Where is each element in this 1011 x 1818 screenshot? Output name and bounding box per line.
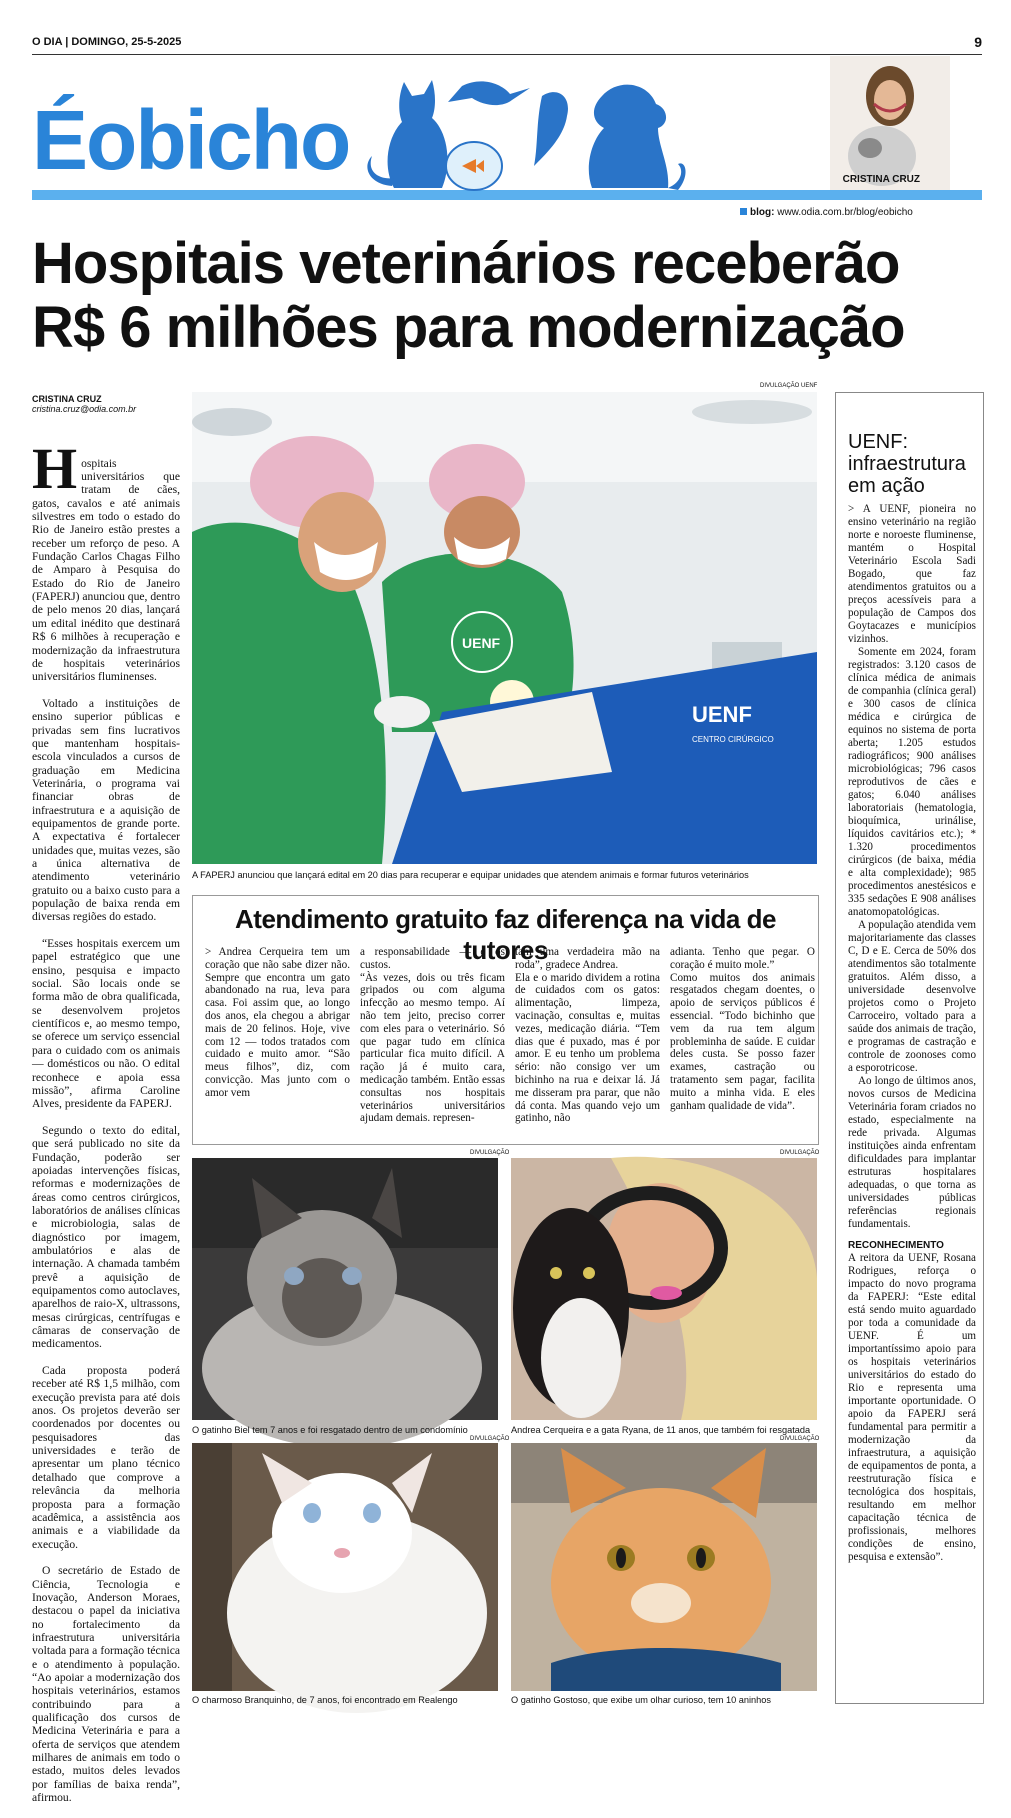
photo-caption: Andrea Cerqueira e a gata Ryana, de 11 anos, que também foi resgatada: [511, 1425, 811, 1435]
main-photo: [192, 392, 817, 864]
cat-silhouette-icon: [367, 80, 447, 188]
photo-caption: O charmoso Branquinho, de 7 anos, foi encontrado em Realengo: [192, 1695, 458, 1705]
photo-credit: DIVULGAÇÃO: [780, 1150, 820, 1156]
byline-name: CRISTINA CRUZ: [32, 394, 102, 404]
orange-cat-photo: [511, 1443, 817, 1691]
byline: [32, 394, 192, 414]
cat-photo: [192, 1158, 498, 1420]
section-banner: [32, 56, 982, 206]
article-paragraph: Cada proposta poderá receber até R$ 1,5 milhão, com execução prevista para até dois anos. Os projetos deverão ser coordenados por docentes ou pesquisadores das universidades e terão de apresentar um plano técnico detalhado que comprove a relevância da melhoria proposta para a formação acadêmica, a assistência aos animais e a viabilidade da execução.: [32, 1364, 180, 1551]
uenf-logo-text: UENF: [462, 635, 501, 651]
bird-icon: [448, 81, 530, 105]
sidebar-paragraph: A reitora da UENF, Rosana Rodrigues, reforça o impacto do novo programa da FAPERJ: “Este edital está sendo muito aguardado por toda a comunidade da UENF. É um importantíssimo apoio para os hospitais veterinários universitários do estado do Rio e representa uma importante oportunidade. O apoio da FAPERJ será fundamental para permitir a modernização da infraestrutura, a aquisição de equipamentos de ponta, a reestruturação física e tecnológica dos hospitais, resultando em melhor capacitação técnica de profissionais, melhores condições de ensino, pesquisa e extensão”.: [848, 1252, 976, 1563]
box-column: > Andrea Cerqueira tem um coração que não sabe dizer não. Sempre que encontra um gato abandonado na rua, leva para casa. Foi assim que, ao longo dos anos, ela chegou a abrigar mais de 20 felinos. Hoje, vive com 12 — todos tratados com cuidado e muito amor. “São meus filhos”, diz, com convicção. Mas junto com o amor vem: [205, 946, 350, 1099]
photo-cat-gostoso: [511, 1443, 817, 1691]
tutor-box: [192, 895, 819, 1145]
paper-date: O DIA | DOMINGO, 25-5-2025: [32, 36, 182, 48]
dog-silhouette-icon: [589, 85, 686, 190]
sidebar-uenf: [835, 392, 984, 1704]
photo-cat-biel: [192, 1158, 498, 1420]
page-number: 9: [974, 34, 982, 50]
parrot-icon: [534, 92, 568, 166]
headline: Hospitais veterinários receberão R$ 6 milhões para modernização: [32, 231, 905, 360]
square-bullet-icon: [740, 208, 747, 215]
box-title: Atendimento gratuito faz diferença na vida de tutores: [235, 904, 776, 965]
sidebar-paragraph: A população atendida vem majoritariamente das classes C, D e E. Cerca de 50% dos atendimentos são totalmente gratuitos. Além disso, a universidade desenvolve projetos como o Projeto Carroceiro, voltado para a saúde dos animais de tração, e programas de castração e controle de zoonoses como a esporotricose.: [848, 919, 976, 1074]
article-paragraph: ospitais universitários que tratam de cães, gatos, cavalos e até animais silvestres em todo o estado do Rio de Janeiro estão prestes a receber um reforço de peso. A Fundação Carlos Chagas Filho de Amparo à Pesquisa do Estado do Rio de Janeiro (FAPERJ) anunciou que, dentro de pelo menos 20 dias, lançará um edital inédito que destinará R$ 6 milhões à recuperação e modernização da infraestrutura de hospitais veterinários universitários fluminenses.: [32, 456, 180, 684]
photo-caption: O gatinho Biel tem 7 anos e foi resgatado dentro de um condomínio: [192, 1425, 468, 1435]
dropcap: H: [32, 436, 78, 502]
sidebar-title: UENF: infraestrutura em ação: [848, 431, 966, 497]
photo-credit: DIVULGAÇÃO: [470, 1436, 510, 1442]
drape-sub-text: CENTRO CIRÚRGICO: [692, 735, 774, 744]
main-photo-caption: A FAPERJ anunciou que lançará edital em 20 dias para recuperar e equipar unidades que atendem animais e formar futuros veterinários: [192, 870, 749, 880]
article-body: [32, 430, 180, 1805]
article-paragraph: O secretário de Estado de Ciência, Tecnologia e Inovação, Anderson Moraes, destacou o papel da iniciativa no fortalecimento da infraestrutura universitária voltada para a formação técnica e o atendimento à população. “Ao apoiar a modernização dos hospitais veterinários, estamos contribuindo para a qualificação dos cursos de Medicina Veterinária e para a oferta de serviços que atendem milhares de animais em todo o estado, muitos deles levados por famílias de baixa renda”, afirmou.: [32, 1564, 180, 1805]
section-title: Éobicho: [32, 93, 350, 187]
fishbowl-icon: [446, 142, 502, 190]
box-column: adianta. Tenho que pegar. O coração é muito mole.” Como muitos dos animais resgatados chegam doentes, o apoio de serviços públicos é essencial. “Todo bichinho que vem da rua tem algum probleminha de saúde. E cuidar deles custa. Se posso fazer exames, castração ou tratamento sem pagar, facilita muito a minha vida. E eles ganham qualidade de vida”.: [670, 946, 815, 1112]
byline-email[interactable]: cristina.cruz@odia.com.br: [32, 404, 137, 414]
white-cat-photo: [192, 1443, 498, 1691]
pets-illustration: [352, 56, 772, 206]
page-header: [32, 34, 982, 55]
columnist-name: CRISTINA CRUZ: [842, 174, 920, 185]
article-paragraph: Voltado a instituições de ensino superior públicas e privadas sem fins lucrativos que mantenham hospitais-escola vinculados a cursos de graduação em Medicina Veterinária, o programa vai financiar obras de infraestrutura e a aquisição de equipamentos de grande porte. A expectativa é fortalecer unidades que, muitas vezes, são a única alternativa de atendimento veterinário gratuito ou a baixo custo para a população de baixa renda em diversas regiões do estado.: [32, 696, 180, 924]
photo-credit: DIVULGAÇÃO: [780, 1436, 820, 1442]
photo-andrea-ryana: [511, 1158, 817, 1420]
surgery-photo: [192, 392, 817, 864]
photo-cat-branquinho: [192, 1443, 498, 1691]
drape-logo-text: UENF: [692, 702, 752, 727]
sidebar-body: [848, 503, 976, 1698]
article-paragraph: Segundo o texto do edital, que será publicado no site da Fundação, poderão ser apoiadas intervenções físicas, reformas e modernizações de áreas como centros cirúrgicos, laboratórios de análises clínicas e microbiologia, salas de diagnóstico por imagem, ambulatórios e alas de internação. A chamada também prevê a aquisição de equipamentos como autoclaves, aparelhos de raio-X, ultrassons, mesas cirúrgicas, centrífugas e câmaras de conservação de medicamentos.: [32, 1123, 180, 1351]
box-column: tam uma verdadeira mão na roda”, gradece Andrea. Ela e o marido dividem a rotina de cuidados com os gatos: alimentação, limpeza, vacinação, consultas e, muitas vezes, medicação diária. “Tem dias que é puxado, mas é por amor. E eu tenho um problema sério: não consigo ver um bichinho na rua e deixar lá. Já me disseram pra parar, que não dá conta. Mas quando vejo um gatinho, não: [515, 946, 660, 1125]
article-paragraph: “Esses hospitais exercem um papel estratégico que une ensino, pesquisa e impacto social. São locais onde se forma mão de obra qualificada, se desenvolvem projetos científicos e, ao mesmo tempo, se oferece um serviço essencial para o cuidado com os animais — domésticos ou não. O edital reconhece e apoia essa missão”, afirma Caroline Alves, presidente da FAPERJ.: [32, 937, 180, 1111]
blog-link[interactable]: blog: www.odia.com.br/blog/eobicho: [740, 207, 913, 218]
sidebar-paragraph: Ao longo de últimos anos, novos cursos de Medicina Veterinária foram criados no estado, especialmente na rede privada. Algumas instituições ainda enfrentam dificuldades para implantar estruturas hospitalares adequadas, o que torna as universidades públicas referências regionais fundamentais.: [848, 1075, 976, 1230]
columnist-photo: [830, 56, 950, 190]
photo-credit: DIVULGAÇÃO: [470, 1150, 510, 1156]
photo-credit: DIVULGAÇÃO UENF: [760, 383, 818, 389]
photo-caption: O gatinho Gostoso, que exibe um olhar curioso, tem 10 aninhos: [511, 1695, 771, 1705]
sidebar-subhead: RECONHECIMENTO: [848, 1240, 944, 1251]
sidebar-paragraph: Somente em 2024, foram registrados: 3.120 casos de clínica médica de animais de companhia (clínica geral) e 300 casos de clínica médica e cirúrgica de equinos no sistema de porta aberta; 1.205 estudos radiográficos; 900 análises microbiológicas; 796 casos reprodutivos de cães e gatos; 6.040 análises laboratoriais (hematologia, bioquímica, urinálise, líquidos cavitários etc.); * 1.320 procedimentos cirúrgicos (de baixa, média e alta complexidade); 985 procedimentos anestésicos e 335 sedações E 908 análises anatomopatológicas.: [848, 646, 976, 918]
box-column: a responsabilidade — e os custos. “Às vezes, dois ou três ficam gripados ou com alguma infecção ao mesmo tempo. Aí não tem jeito, preciso correr com eles para o veterinário. Só que pagar tudo em clínica particular fica muito difícil. A ração já é muito cara, medicação também. Então essas consultas nos hospitais veterinários universitários ajudam demais. represen-: [360, 946, 505, 1125]
sidebar-paragraph: > A UENF, pioneira no ensino veterinário na região norte e noroeste fluminense, mantém o Hospital Veterinário Escola Sadi Bogado, que faz atendimentos gratuitos ou a preços acessíveis para a população de Campos dos Goytacazes e municípios vizinhos.: [848, 503, 976, 645]
woman-cat-photo: [511, 1158, 817, 1420]
